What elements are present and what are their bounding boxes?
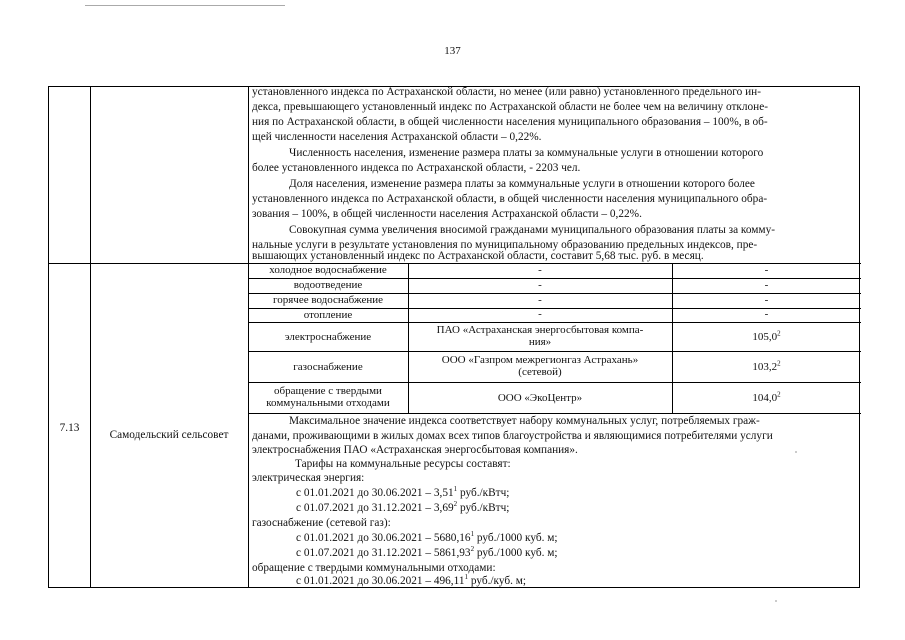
header-rule: [85, 5, 285, 6]
text-line: Максимальное значение индекса соответствует набору коммунальных услуг, потребляемых граж-: [289, 415, 760, 427]
municipality-name: Самодельский сельсовет: [109, 429, 229, 441]
service-index: -: [764, 279, 769, 291]
tariff-text: с 01.01.2021 до 30.06.2021 – 5680,16: [296, 532, 471, 544]
text-line: газоснабжение (сетевой газ):: [252, 517, 391, 529]
text-line: Доля населения, изменение размера платы за коммунальные услуги в отношении которого более: [289, 178, 755, 190]
service-provider: ООО «Газпром межрегионгаз Астрахань» (сетевой): [441, 354, 639, 378]
footnote-mark: 2: [453, 500, 458, 509]
footnote-mark: 2: [777, 390, 781, 399]
tariff-line: [296, 546, 558, 561]
service-provider: -: [538, 279, 542, 291]
text-line: электроснабжения ПАО «Астраханская энергосбытовая компания».: [252, 444, 578, 456]
service-index: [672, 331, 861, 343]
text-line: вышающих установленный индекс по Астраханской области, составит 5,68 тыс. руб. в месяц.: [252, 250, 704, 262]
col-divider-number: [90, 87, 91, 587]
tariff-unit: руб./кВтч;: [457, 502, 510, 514]
service-name: газоснабжение: [293, 361, 363, 373]
text-line: более установленного индекса по Астраханской области, - 2203 чел.: [252, 162, 581, 174]
service-name: отопление: [303, 309, 353, 321]
service-name: холодное водоснабжение: [269, 264, 387, 276]
service-provider: ПАО «Астраханская энергосбытовая компа- ния»: [436, 324, 644, 348]
service-name: электроснабжение: [284, 331, 372, 343]
text-line: Тарифы на коммунальные ресурсы составят:: [295, 458, 511, 470]
footnote-mark: 1: [453, 485, 458, 494]
service-name: обращение с твердыми коммунальными отходами: [266, 385, 390, 409]
service-row-divider: [248, 322, 861, 323]
service-name: водоотведение: [293, 279, 363, 291]
tariff-unit: руб./кВтч;: [457, 487, 510, 499]
scan-speck: [775, 600, 777, 602]
text-line: ния по Астраханской области, в общей численности населения муниципального образования – 100%, в об-: [252, 116, 768, 128]
tariff-line: [296, 501, 509, 516]
service-index: -: [764, 294, 769, 306]
service-provider: -: [538, 308, 542, 320]
service-row-divider: [248, 382, 861, 383]
text-line: зования – 100%, в общей численности населения Астраханской области – 0,22%.: [252, 208, 642, 220]
service-index: [672, 361, 861, 373]
tariff-text: с 01.07.2021 до 31.12.2021 – 3,69: [296, 502, 454, 514]
text-line: данами, проживающими в жилых домах всех типов благоустройства и являющимися потребителями услуги: [252, 430, 773, 442]
row-number: 7.13: [59, 422, 80, 434]
service-index: -: [764, 308, 769, 320]
service-index: -: [764, 264, 769, 276]
service-provider: -: [538, 264, 542, 276]
text-line: декса, превышающего установленный индекс по Астраханской области не более чем на величину отклоне-: [252, 101, 768, 113]
tariff-unit: руб./куб. м;: [468, 575, 527, 587]
footnote-mark: 2: [777, 359, 781, 368]
tariff-text: с 01.07.2021 до 31.12.2021 – 5861,93: [296, 547, 471, 559]
tariff-text: с 01.01.2021 до 30.06.2021 – 496,11: [296, 575, 465, 587]
tariff-unit: руб./1000 куб. м;: [474, 547, 558, 559]
scan-speck: [795, 451, 797, 453]
service-provider: -: [538, 294, 542, 306]
text-line: нальные услуги в результате установления по муниципальному образованию предельных индексов, пре-: [252, 239, 758, 251]
service-provider: ООО «ЭкоЦентр»: [497, 392, 583, 404]
tariff-line: [296, 531, 558, 546]
tariff-unit: руб./1000 куб. м;: [474, 532, 558, 544]
service-row-divider: [248, 351, 861, 352]
footnote-mark: 2: [777, 329, 781, 338]
text-line: электрическая энергия:: [252, 472, 365, 484]
index-value: 104,0: [752, 392, 778, 404]
text-line: Совокупная сумма увеличения вносимой гражданами муниципального образования платы за комму-: [289, 224, 775, 236]
service-index: [672, 392, 861, 404]
index-value: 105,0: [752, 331, 778, 343]
footnote-mark: 1: [470, 530, 475, 539]
text-line: установленного индекса по Астраханской области, в общей численности населения муниципального обра-: [252, 193, 768, 205]
text-line: щей численности населения Астраханской области – 0,22%.: [252, 131, 542, 143]
tariff-line: [296, 574, 526, 589]
page-number: 137: [444, 45, 461, 57]
tariff-text: с 01.01.2021 до 30.06.2021 – 3,51: [296, 487, 454, 499]
tariff-line: [296, 486, 509, 501]
footnote-mark: 1: [464, 573, 468, 582]
main-table: [48, 86, 860, 588]
service-name: горячее водоснабжение: [273, 294, 383, 306]
index-value: 103,2: [752, 361, 778, 373]
text-line: Численность населения, изменение размера платы за коммунальные услуги в отношении которого: [289, 147, 764, 159]
text-line: обращение с твердыми коммунальными отходами:: [252, 562, 496, 574]
footnote-mark: 2: [470, 545, 475, 554]
text-line: установленного индекса по Астраханской области, но менее (или равно) установленного предельного ин-: [252, 86, 761, 98]
